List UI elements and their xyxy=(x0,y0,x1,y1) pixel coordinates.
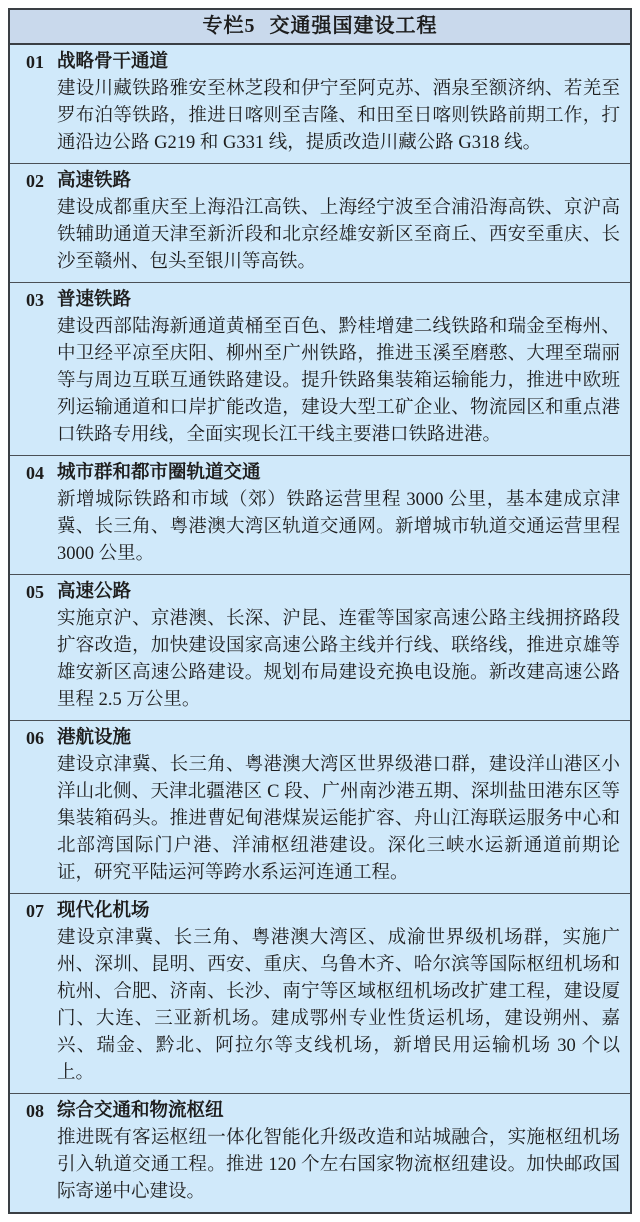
section-title: 港航设施 xyxy=(57,728,132,748)
section-number: 02 xyxy=(26,171,44,191)
panel-body xyxy=(10,45,630,1212)
section-content xyxy=(57,460,620,568)
column-panel xyxy=(8,8,632,1214)
section-content xyxy=(57,898,620,1087)
section-number: 04 xyxy=(26,463,44,483)
section-body-text: 推进既有客运枢纽一体化智能化升级改造和站城融合，实施枢纽机场引入轨道交通工程。推进 120 个左右国家物流枢纽建设。加快邮政国际寄递中心建设。 xyxy=(57,1128,620,1202)
section-number: 01 xyxy=(26,52,44,72)
section-content xyxy=(57,1098,620,1206)
section-number: 08 xyxy=(26,1101,44,1121)
panel-header-title: 交通强国建设工程 xyxy=(269,15,438,37)
section-content xyxy=(57,579,620,714)
section-number: 05 xyxy=(26,582,44,602)
section-content xyxy=(57,725,620,887)
section-body-text: 实施京沪、京港澳、长深、沪昆、连霍等国家高速公路主线拥挤路段扩容改造，加快建设国家高速公路主线并行线、联络线，推进京雄等雄安新区高速公路建设。规划布局建设充换电设施。新改建高速公路里程 2.5 万公里。 xyxy=(57,609,620,710)
section-body-text: 建设川藏铁路雅安至林芝段和伊宁至阿克苏、酒泉至额济纳、若羌至罗布泊等铁路，推进日喀则至吉隆、和田至日喀则铁路前期工作，打通沿边公路 G219 和 G331 线，提质改造川藏公路 G318 线。 xyxy=(57,79,620,153)
section-body-text: 建设成都重庆至上海沿江高铁、上海经宁波至合浦沿海高铁、京沪高铁辅助通道天津至新沂段和北京经雄安新区至商丘、西安至重庆、长沙至赣州、包头至银川等高铁。 xyxy=(57,198,620,272)
section-number: 03 xyxy=(26,290,44,310)
section-high-speed-rail xyxy=(10,163,630,282)
panel-header-label: 专栏5 xyxy=(202,15,256,37)
section-transport-logistics-hubs xyxy=(10,1093,630,1212)
section-title: 战略骨干通道 xyxy=(57,52,169,72)
section-number: 06 xyxy=(26,728,44,748)
section-number: 07 xyxy=(26,901,44,921)
section-normal-speed-rail xyxy=(10,282,630,455)
section-modern-airports xyxy=(10,893,630,1093)
section-body-text: 建设京津冀、长三角、粤港澳大湾区世界级港口群，建设洋山港区小洋山北侧、天津北疆港区 C 段、广州南沙港五期、深圳盐田港东区等集装箱码头。推进曹妃甸港煤炭运能扩容、舟山江海联运服务中心和北部湾国际门户港、洋浦枢纽港建设。深化三峡水运新通道前期论证，研究平陆运河等跨水系运河连通工程。 xyxy=(57,755,620,883)
section-content xyxy=(57,49,620,157)
section-body-text: 新增城际铁路和市域（郊）铁路运营里程 3000 公里，基本建成京津冀、长三角、粤港澳大湾区轨道交通网。新增城市轨道交通运营里程 3000 公里。 xyxy=(57,490,620,564)
section-title: 高速铁路 xyxy=(57,171,132,191)
section-title: 高速公路 xyxy=(57,582,132,602)
section-expressways xyxy=(10,574,630,720)
section-strategic-corridors xyxy=(10,45,630,163)
section-content xyxy=(57,287,620,449)
section-urban-rail-transit xyxy=(10,455,630,574)
section-body-text: 建设京津冀、长三角、粤港澳大湾区、成渝世界级机场群，实施广州、深圳、昆明、西安、重庆、乌鲁木齐、哈尔滨等国际枢纽机场和杭州、合肥、济南、长沙、南宁等区域枢纽机场改扩建工程，建设厦门、大连、三亚新机场。建成鄂州专业性货运机场，建设朔州、嘉兴、瑞金、黔北、阿拉尔等支线机场，新增民用运输机场 30 个以上。 xyxy=(57,928,620,1083)
section-title: 现代化机场 xyxy=(57,901,150,921)
section-title: 普速铁路 xyxy=(57,290,132,310)
section-body-text: 建设西部陆海新通道黄桶至百色、黔桂增建二线铁路和瑞金至梅州、中卫经平凉至庆阳、柳州至广州铁路，推进玉溪至磨憨、大理至瑞丽等与周边互联互通铁路建设。提升铁路集装箱运输能力，推进中欧班列运输通道和口岸扩能改造，建设大型工矿企业、物流园区和重点港口铁路专用线，全面实现长江干线主要港口铁路进港。 xyxy=(57,317,620,445)
section-title: 城市群和都市圈轨道交通 xyxy=(57,463,261,483)
section-title: 综合交通和物流枢纽 xyxy=(57,1101,224,1121)
section-content xyxy=(57,168,620,276)
section-ports-shipping xyxy=(10,720,630,893)
panel-header xyxy=(10,10,630,45)
